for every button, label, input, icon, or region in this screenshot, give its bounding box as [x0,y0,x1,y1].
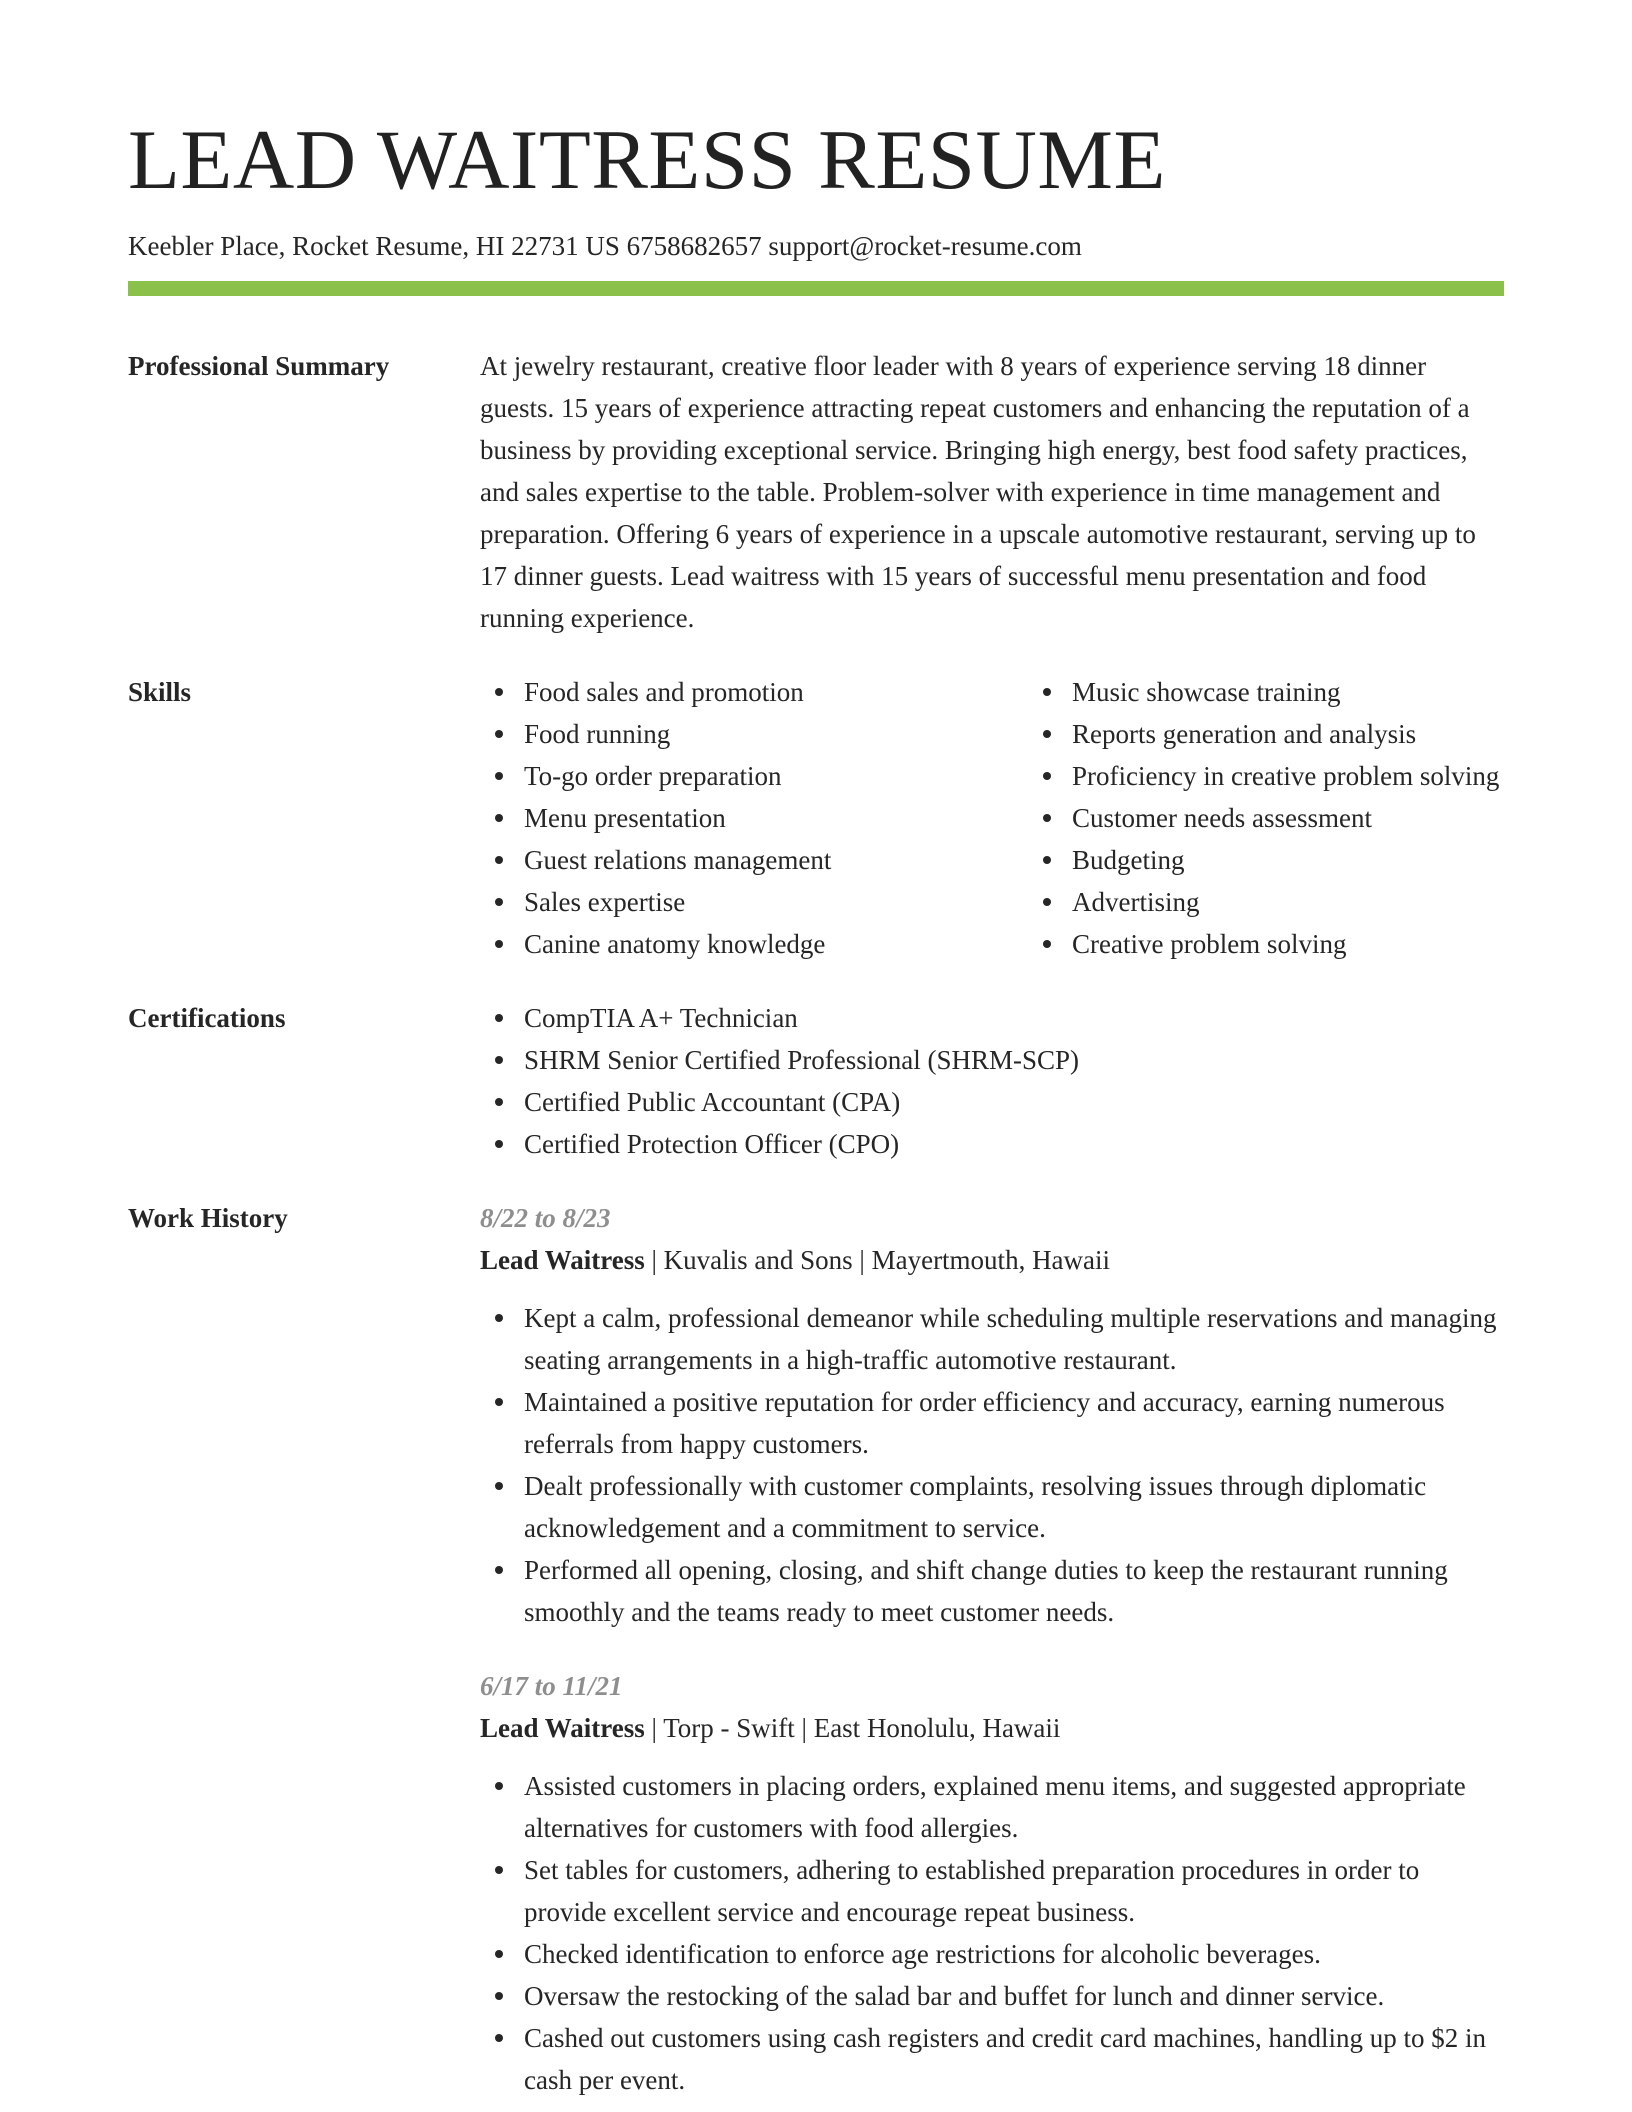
skill-item: To-go order preparation [524,755,1028,797]
certifications-content [480,997,1504,1165]
certification-item: CompTIA A+ Technician [524,997,1504,1039]
job-employer-location: | Torp - Swift | East Honolulu, Hawaii [644,1713,1061,1744]
skills-label: Skills [128,677,192,708]
certifications-section [128,997,1504,1165]
resume-title: LEAD WAITRESS RESUME [128,113,1166,207]
skill-item: Food running [524,713,1028,755]
job-duty-item: Checked identification to enforce age restrictions for alcoholic beverages. [524,1933,1504,1975]
skill-item: Proficiency in creative problem solving [1072,755,1552,797]
summary-section [128,345,1504,639]
job-employer-location: | Kuvalis and Sons | Mayertmouth, Hawaii [644,1245,1111,1276]
skill-item: Canine anatomy knowledge [524,923,1028,965]
skill-item: Menu presentation [524,797,1028,839]
job-duties-list [480,1765,1504,2101]
accent-divider [128,281,1504,296]
skill-item: Music showcase training [1072,671,1552,713]
job-duty-item: Performed all opening, closing, and shift change duties to keep the restaurant running smoothly and the teams ready to meet customer needs. [524,1549,1504,1633]
skill-item: Food sales and promotion [524,671,1028,713]
job-title: Lead Waitress [480,1245,645,1276]
summary-text: At jewelry restaurant, creative floor leader with 8 years of experience serving 18 dinner guests. 15 years of experience attracting repeat customers and enhancing the reputation of a business by providing exceptional service. Bringing high energy, best food safety practices, and sales expertise to the table. Problem-solver with experience in time management and preparation. Offering 6 years of experience in a upscale automotive restaurant, serving up to 17 dinner guests. Lead waitress with 15 years of successful menu presentation and food running experience. [480,351,1476,634]
work-history-label: Work History [128,1203,288,1234]
job-entry [480,1665,1504,2101]
certification-item: Certified Protection Officer (CPO) [524,1123,1504,1165]
job-duty-item: Cashed out customers using cash registers and credit card machines, handling up to $2 in cash per event. [524,2017,1504,2101]
job-duty-item: Maintained a positive reputation for order efficiency and accuracy, earning numerous referrals from happy customers. [524,1381,1504,1465]
job-duty-item: Set tables for customers, adhering to established preparation procedures in order to provide excellent service and encourage repeat business. [524,1849,1504,1933]
skills-column-1 [480,671,1028,965]
job-duties-list [480,1297,1504,1633]
certifications-label: Certifications [128,1003,286,1034]
skill-item: Advertising [1072,881,1552,923]
skill-item: Reports generation and analysis [1072,713,1552,755]
certifications-list [480,997,1504,1165]
certification-item: SHRM Senior Certified Professional (SHRM-SCP) [524,1039,1504,1081]
work-history-content [480,1197,1504,2101]
job-duty-item: Dealt professionally with customer complaints, resolving issues through diplomatic acknowledgement and a commitment to service. [524,1465,1504,1549]
summary-label: Professional Summary [128,351,390,382]
skill-item: Customer needs assessment [1072,797,1552,839]
skills-section [128,671,1504,965]
job-title: Lead Waitress [480,1713,645,1744]
job-heading [480,1239,1504,1281]
job-duty-item: Assisted customers in placing orders, explained menu items, and suggested appropriate alternatives for customers with food allergies. [524,1765,1504,1849]
skill-item: Sales expertise [524,881,1028,923]
certification-item: Certified Public Accountant (CPA) [524,1081,1504,1123]
job-dates: 6/17 to 11/21 [480,1671,623,1702]
skill-item: Budgeting [1072,839,1552,881]
job-heading [480,1707,1504,1749]
job-duty-item: Kept a calm, professional demeanor while scheduling multiple reservations and managing seating arrangements in a high-traffic automotive restaurant. [524,1297,1504,1381]
skill-item: Creative problem solving [1072,923,1552,965]
contact-line: Keebler Place, Rocket Resume, HI 22731 US 6758682657 support@rocket-resume.com [128,231,1082,261]
skill-item: Guest relations management [524,839,1028,881]
skills-grid [480,671,1552,965]
job-duty-item: Oversaw the restocking of the salad bar and buffet for lunch and dinner service. [524,1975,1504,2017]
job-entry [480,1197,1504,1633]
job-dates: 8/22 to 8/23 [480,1203,611,1234]
work-history-section [128,1197,1504,2101]
skills-column-2 [1028,671,1552,965]
